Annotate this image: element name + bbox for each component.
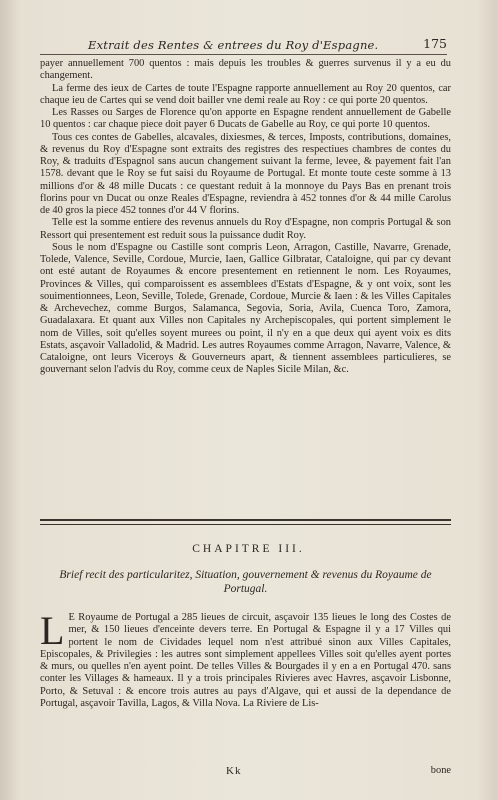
paragraph: payer annuellement 700 quentos : mais depuis les troubles & guerres survenus il y a eu du changement. — [40, 58, 451, 82]
chapter-paragraph: E Royaume de Portugal a 285 lieues de circuit, asçavoir 135 lieues le long des Costes de mer, & 150 lieues d'enceinte devers terre. En Portugal & Espagne il y a 17 Villes qui portent le nom de Cividades lequel nom n'est attribué sinon aux Villes Capitales, Episcopales, & Privilegies : les autres sont simplement appellees Villes soit qu'elles ayent portes & murs, ou quelles n'en ayent point. De telles Villes & Bourgades il y en a en Portugal 470. sans conter les Villages & hameaux. Il y a trois principales Rivieres avec Havres, asçavoir Lisbonne, Porto, & Setuval : & encore trois autres au pays d'Algave, qui et aussi de la dependance de Portugal, asçavoir Tavilla, Lagos, & Villa Nova. La Riviere de Lis- — [40, 612, 451, 710]
paragraph: Les Rasses ou Sarges de Florence qu'on apporte en Espagne rendent annuellement de Gabelle 10 quentos : car chaque piece doit payer 6 Ducats de Gabelle au Roy, ce qui porte 10 quentos. — [40, 107, 451, 131]
page-number: 175 — [423, 36, 447, 51]
chapter-subtitle: Brief recit des particularitez, Situation, gouvernement & revenus du Royaume de Portugal. — [59, 569, 432, 595]
paragraph: Tous ces contes de Gabelles, alcavales, dixiesmes, & terces, Imposts, contributions, domaines, & revenus du Roy d'Espagne sont extraits des registres des respectiues chambres de contes du Roy, & traduits d'Espagnol sans aucun changement suivant la ferme, levee, & payement fait l'an 1578. devant que le Roy se fut saisi du Royaume de Portugal. Et monte toute ceste somme à 13 millions d'or & 48 mille Ducats : ce questant reduit à la monnoye du Pays Bas en prenant trois florins pour vn Ducat ou onze Reales d'Espagne, reviendra à 452 tonnes d'or & 44 mille Carolus de 40 gros la piece 452 tonnes d'or 44 V florins. — [40, 131, 451, 216]
section-divider — [40, 519, 451, 525]
thick-rule — [40, 519, 451, 521]
page-header — [40, 38, 447, 55]
signature-mark: Kk — [226, 765, 242, 777]
running-head: Extrait des Rentes & entrees du Roy d'Espagne. — [88, 38, 379, 52]
chapter-text — [40, 608, 451, 710]
paragraph: La ferme des ieux de Cartes de toute l'Espagne rapporte annuellement au Roy 20 quentos, car chaque ieu de Cartes qui se vend doit bailler vne demi reale au Roy : ce qui porte 20 quentos. — [40, 82, 451, 106]
thin-rule — [40, 524, 451, 525]
body-text — [40, 58, 451, 377]
drop-cap: L — [40, 608, 65, 653]
catchword: bone — [430, 765, 451, 776]
chapter-heading: CHAPITRE III. — [192, 543, 305, 555]
paragraph: Telle est la somme entiere des revenus annuels du Roy d'Espagne, non compris Portugal & son Ressort qui presentement est reduit sous la puissance dudit Roy. — [40, 217, 451, 241]
paragraph: Sous le nom d'Espagne ou Castille sont compris Leon, Arragon, Castille, Navarre, Grenade, Tolede, Valence, Seville, Cordoue, Murcie, Iaen, Gallice Gilbratar, Cataloigne, qui par cy devant ont esté autant de Royaumes & encore presentement en retiennent le nom. Les Royaumes, Provinces & Villes, qui comparoissent es assemblees d'Estats d'Espagne, & y ont voix, sont les souimentionnees, Leon, Seville, Tolede, Grenade, Cordoue, Murcie & Iaen : & les Villes Capitales & Archevechez, comme Burgos, Salamanca, Segovia, Soria, Avila, Cuenca Toro, Zamora, Guadalaxara. Et quant aux Villes non Capitales ny Archepiscopales, qui portent simplement le nom de Villes, soit qu'elles soyent murees ou point, il n'y en a que deux qui ayent voix es dits Estats, asçavoir Valladolid, & Madrid. Les autres Royaumes comme Arragon, Navarre, Valence, & Cataloigne, ont leurs Viceroys & Gouverneurs apart, & tiennent assemblees particulieres, se gouvernant selon l'advis du Roy, comme ceux de Naples Sicile Milan, &c. — [40, 241, 451, 376]
